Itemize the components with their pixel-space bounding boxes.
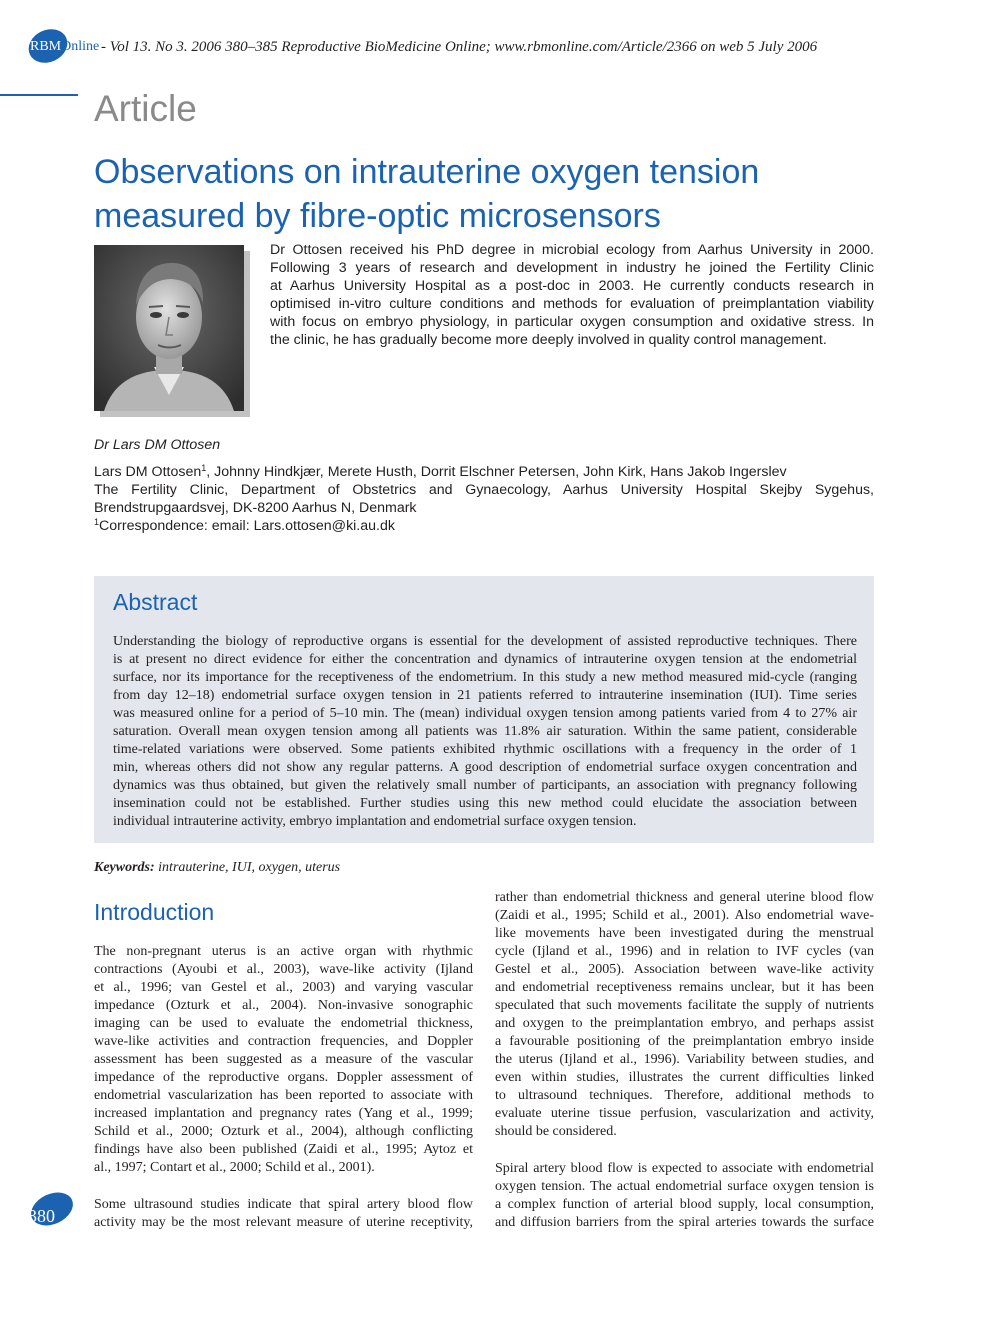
- body-line: to ultrasound techniques. Therefore, additional methods to: [495, 1088, 874, 1103]
- author-superscript: 1: [201, 463, 207, 473]
- abstract-line: was measured online for a period of 5–10 min. The (mean) individual oxygen tension among patients varied from 4 to 27% air: [113, 706, 857, 721]
- body-line: oxygen tension. The actual endometrial surface oxygen tension is: [495, 1179, 874, 1194]
- other-authors: , Johnny Hindkjær, Merete Husth, Dorrit Elschner Petersen, John Kirk, Hans Jakob Ingerslev: [206, 464, 787, 480]
- author-portrait-graphic: [94, 245, 244, 411]
- body-line: and diffusion barriers from the spiral arteries towards the surface: [495, 1215, 874, 1230]
- title-line: measured by fibre-optic microsensors: [94, 197, 661, 235]
- correspondence-line: [94, 517, 874, 535]
- keywords-line: [94, 859, 340, 877]
- body-line: Spiral artery blood flow is expected to associate with endometrial: [495, 1161, 874, 1176]
- page-number: 380: [28, 1206, 55, 1226]
- correspondence-email[interactable]: Correspondence: email: Lars.ottosen@ki.au.dk: [99, 518, 395, 534]
- body-line: cycle (Ijland et al., 1996) and in relation to IVF cycles (van: [495, 944, 874, 959]
- body-line: even within studies, illustrates the current difficulties linked: [495, 1070, 874, 1085]
- body-line: impedance (Ozturk et al., 2004). Non-invasive sonographic: [94, 998, 473, 1013]
- body-line: Schild et al., 2000; Ozturk et al., 2004), although conflicting: [94, 1124, 473, 1139]
- author-affiliation: [94, 463, 874, 535]
- logo-rbm-text: RBM: [30, 39, 62, 54]
- body-line: evaluate uterine tissue perfusion, vascularization and activity,: [495, 1106, 874, 1121]
- correspondence-superscript: 1: [94, 517, 100, 527]
- body-line: the uterus (Ijland et al., 1996). Variability between studies, and: [495, 1052, 874, 1067]
- article-type-label: Article: [94, 88, 197, 129]
- abstract-heading: Abstract: [113, 589, 198, 615]
- author-biography: [270, 241, 874, 349]
- body-line: like movements have been investigated during the menstrual: [495, 926, 874, 941]
- body-line: speculated that such movements facilitate the supply of nutrients: [495, 998, 874, 1013]
- abstract-line: dynamics was thus obtained, but given the relatively small number of participants, an association with pregnancy following: [113, 778, 857, 793]
- body-column-left-p1: [94, 943, 473, 1177]
- bio-line: at Aarhus University Hospital as a post-doc in 2003. He currently conducts research in: [270, 278, 874, 294]
- body-line: Some ultrasound studies indicate that spiral artery blood flow: [94, 1197, 473, 1212]
- abstract-line: time-related variations were observed. Some patients exhibited rhythmic oscillations with a frequency in the order of 1: [113, 742, 857, 757]
- body-column-left-p2: [94, 1196, 473, 1232]
- author-photo: [94, 245, 244, 411]
- body-line: et al., 1996; van Gestel et al., 2003) and varying vascular: [94, 980, 473, 995]
- abstract-line: individual intrauterine activity, embryo implantation and endometrial surface oxygen tension.: [113, 814, 637, 829]
- abstract-line: min, whereas others did not show any regular patterns. A good description of endometrial surface oxygen concentration and: [113, 760, 857, 775]
- institution-line: The Fertility Clinic, Department of Obstetrics and Gynaecology, Aarhus University Hospital Skejby Sygehus,: [94, 482, 874, 498]
- abstract-line: from day 12–18) endometrial surface oxygen tension in 21 patients referred to intrauterine insemination (IUI). Time series: [113, 688, 857, 703]
- abstract-line: is at present no direct evidence for either the concentration and dynamics of intrauterine oxygen tension at the endometrial: [113, 652, 857, 667]
- body-column-right-p1: [495, 889, 874, 1141]
- body-line: and endometrial receptiveness remains unclear, but it has been: [495, 980, 874, 995]
- author-list: [94, 463, 874, 481]
- article-title: [94, 150, 884, 238]
- first-author: Lars DM Ottosen: [94, 464, 202, 480]
- body-line: imaging can be used to evaluate the endometrial thickness,: [94, 1016, 473, 1031]
- abstract-line: insemination could not be established. Further studies using this new method could elucidate the association between: [113, 796, 857, 811]
- body-column-right-p2: [495, 1160, 874, 1232]
- body-line: wave-like activities and contraction frequencies, and Doppler: [94, 1034, 473, 1049]
- logo-online-text: Online: [61, 39, 100, 54]
- body-line: findings have also been published (Zaidi et al., 1995; Aytoz et: [94, 1142, 473, 1157]
- body-line: and oxygen to the preimplantation embryo, and perhaps assist: [495, 1016, 874, 1031]
- institution-line: Brendstrupgaardsvej, DK-8200 Aarhus N, Denmark: [94, 500, 417, 516]
- body-line: rather than endometrial thickness and general uterine blood flow: [495, 890, 874, 905]
- keywords-list: intrauterine, IUI, oxygen, uterus: [154, 860, 341, 875]
- body-line: contractions (Ayoubi et al., 2003), wave-like activity (Ijland: [94, 962, 473, 977]
- title-line: Observations on intrauterine oxygen tension: [94, 153, 760, 191]
- bio-line: Following 3 years of research and development in industry he joined the Fertility Clinic: [270, 260, 874, 276]
- bio-line: the clinic, he has gradually become more deeply involved in quality control management.: [270, 332, 827, 348]
- rbm-online-logo[interactable]: [30, 39, 99, 55]
- body-line: increased implantation and pregnancy rates (Yang et al., 1999;: [94, 1106, 473, 1121]
- keywords-label: Keywords:: [94, 860, 155, 875]
- body-line: (Zaidi et al., 1995; Schild et al., 2001). Also endometrial wave-: [495, 908, 874, 923]
- abstract-line: Understanding the biology of reproductive organs is essential for the development of assisted reproductive techniques. There: [113, 634, 857, 649]
- journal-citation-line: - Vol 13. No 3. 2006 380–385 Reproductive BioMedicine Online; www.rbmonline.com/Article/2366 on web 5 July 2006: [101, 39, 818, 55]
- photo-caption: Dr Lars DM Ottosen: [94, 437, 221, 453]
- body-line: The non-pregnant uterus is an active organ with rhythmic: [94, 944, 473, 959]
- bio-line: Dr Ottosen received his PhD degree in microbial ecology from Aarhus University in 2000.: [270, 242, 874, 258]
- body-line: a complex function of arterial blood supply, local consumption,: [495, 1197, 874, 1212]
- body-line: impedance of the reproductive organs. Doppler assessment of: [94, 1070, 473, 1085]
- abstract-line: saturation. Overall mean oxygen tension among all patients was 11.8% air saturation. Within the same patient, considerable: [113, 724, 857, 739]
- bio-line: optimised in-vitro culture conditions and methods for evaluation of preimplantation viability: [270, 296, 874, 312]
- abstract-line: surface, nor its importance for the receptiveness of the endometrium. In this study a new method measured mid-cycle (ranging: [113, 670, 857, 685]
- body-line: Gestel et al., 2005). Association between wave-like activity: [495, 962, 874, 977]
- body-line: al., 1997; Contart et al., 2000; Schild et al., 2001).: [94, 1160, 375, 1175]
- body-line: should be considered.: [495, 1124, 617, 1139]
- introduction-heading: Introduction: [94, 899, 215, 925]
- body-line: endometrial vascularization has been reported to associate with: [94, 1088, 473, 1103]
- abstract-body: [113, 633, 857, 831]
- bio-line: with focus on embryo physiology, in particular oxygen consumption and oxidative stress. In: [270, 314, 874, 330]
- header-rule: [0, 94, 78, 96]
- body-line: activity may be the most relevant measure of uterine receptivity,: [94, 1215, 473, 1230]
- body-line: a favourable positioning of the preimplantation embryo inside: [495, 1034, 874, 1049]
- body-line: assessment has been suggested as a measure of the vascular: [94, 1052, 473, 1067]
